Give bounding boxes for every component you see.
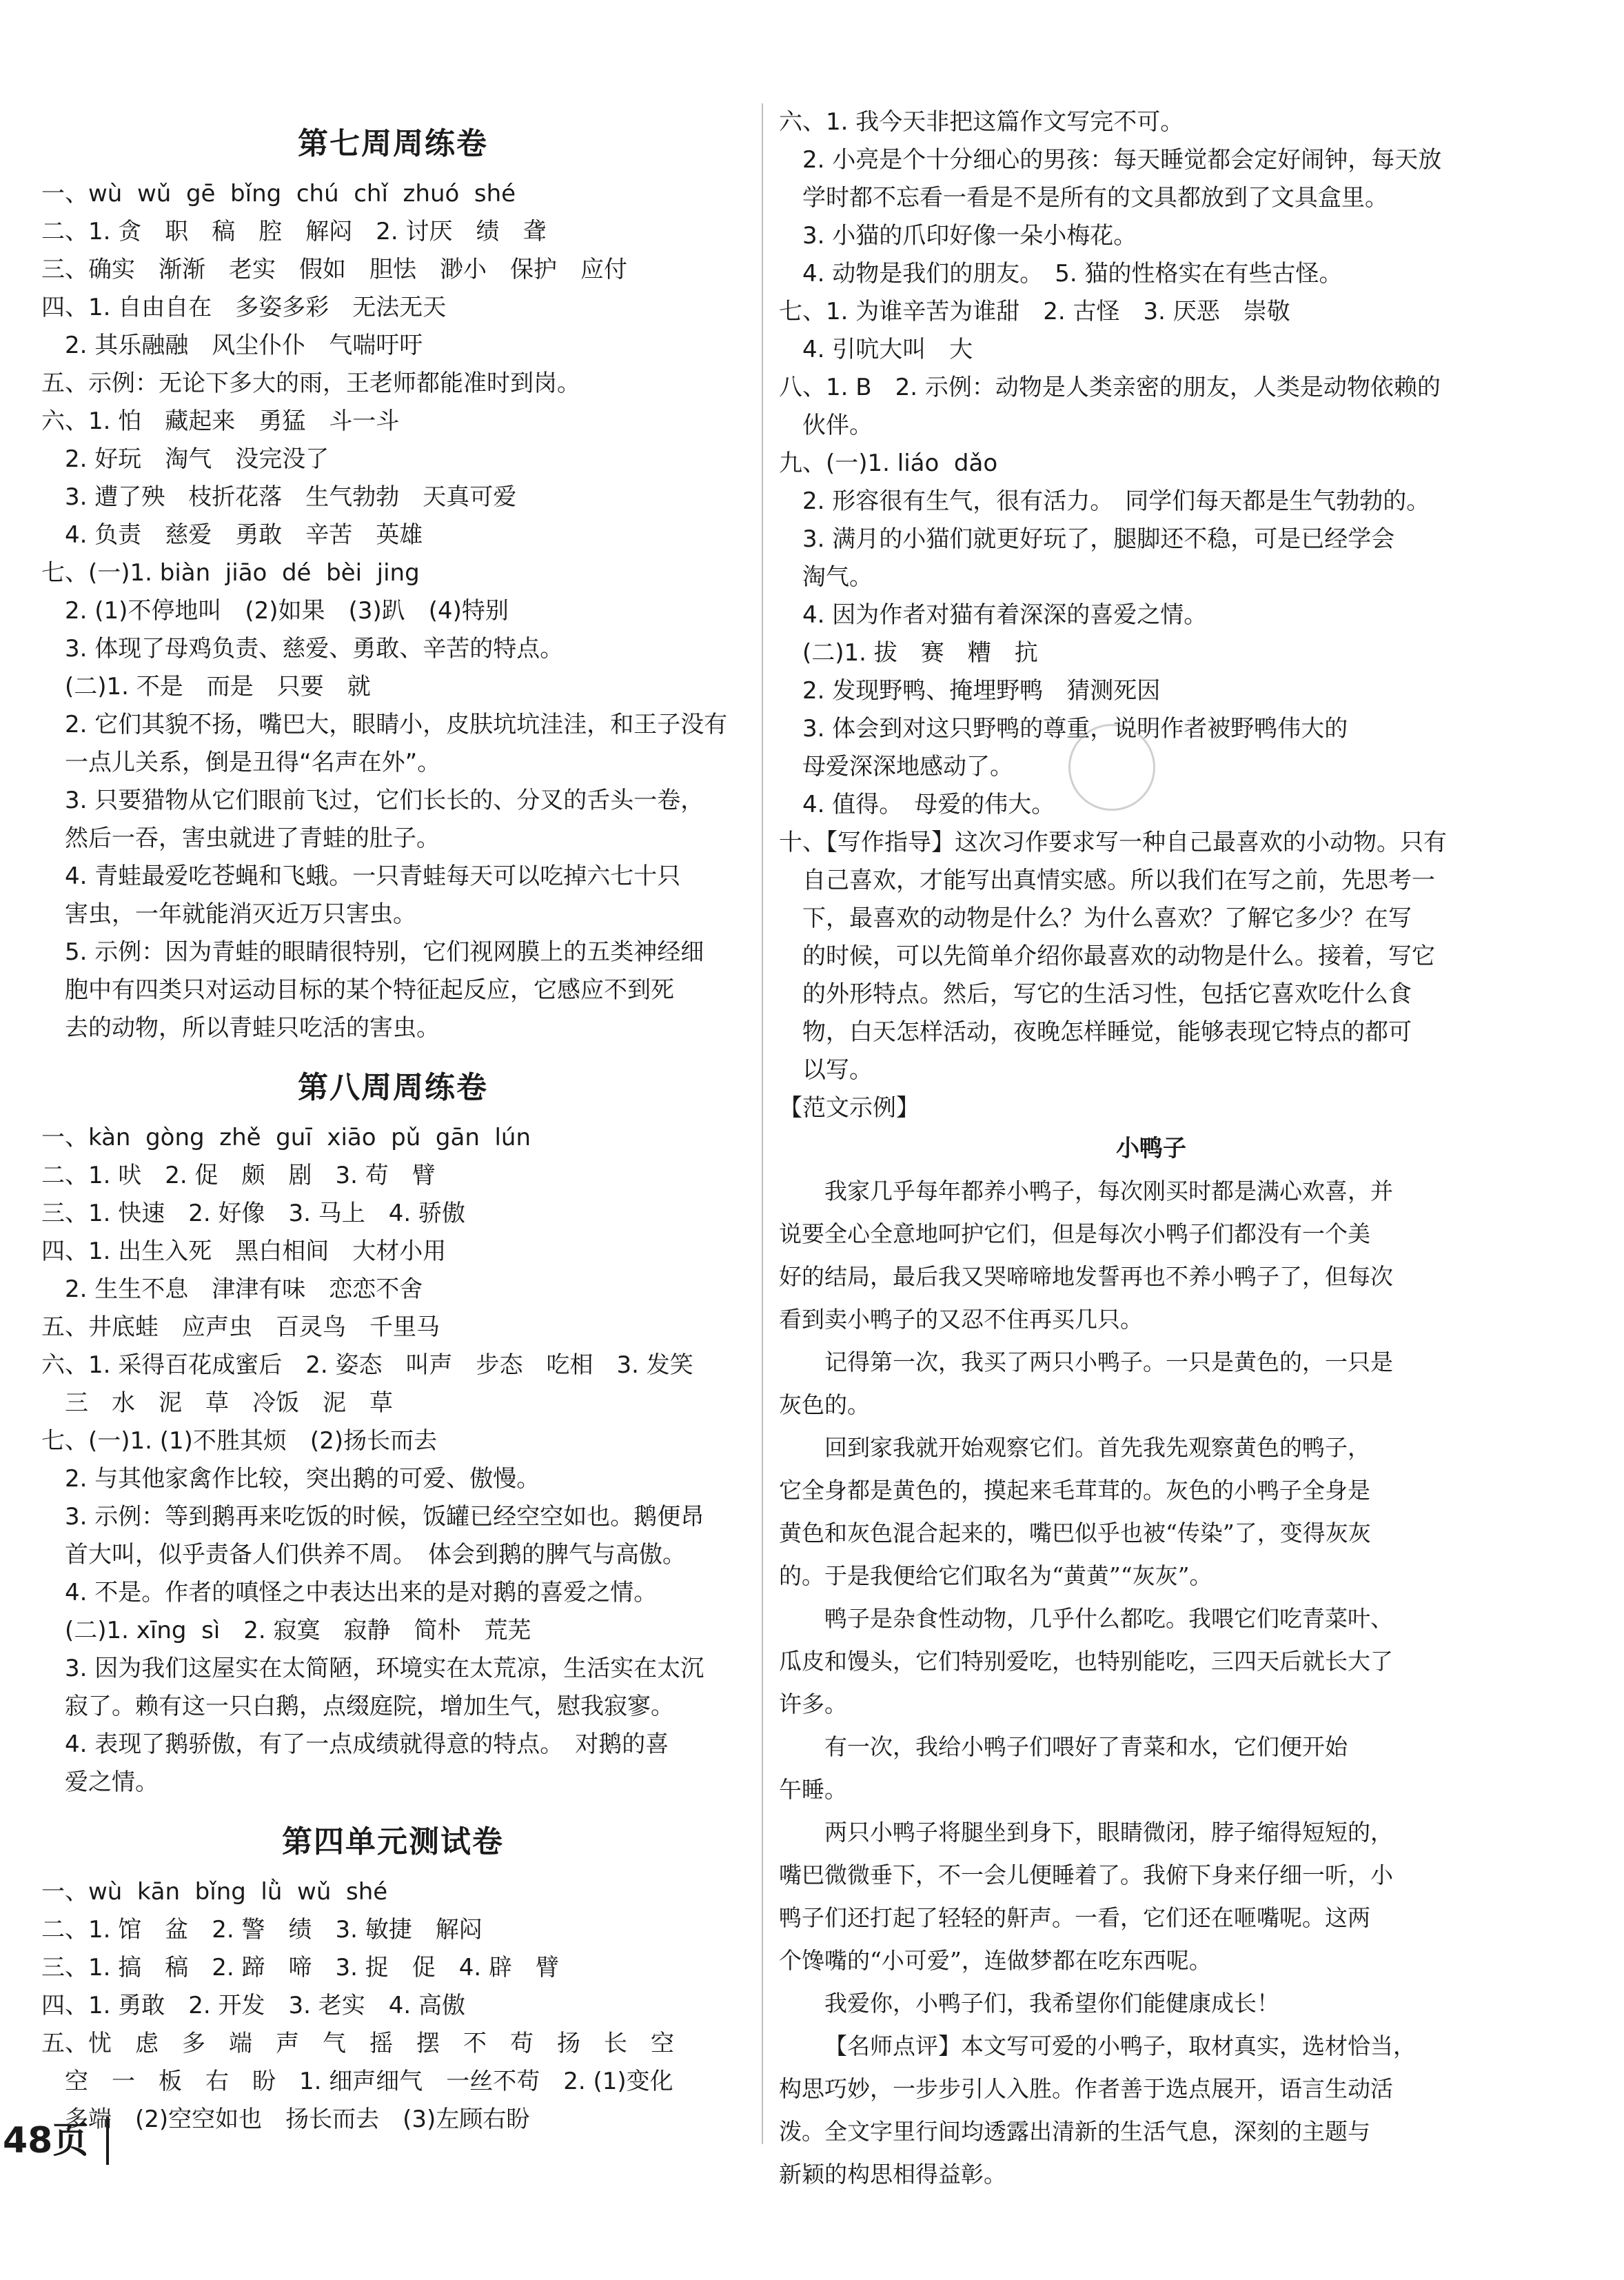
answer-line: 淘气。 [779, 563, 873, 591]
teacher-comment [779, 2025, 1523, 2196]
answer-line: 二、1. 贪 职 稿 腔 解闷 2. 讨厌 绩 聋 [41, 218, 547, 245]
answer-line: 3. 遭了殃 枝折花落 生气勃勃 天真可爱 [41, 483, 517, 511]
answer-line: 二、1. 馆 盆 2. 警 绩 3. 敏捷 解闷 [41, 1916, 483, 1944]
essay-line: 记得第一次，我买了两只小鸭子。一只是黄色的，一只是 [824, 1349, 1393, 1375]
answer-line: 四、1. 自由自在 多姿多彩 无法无天 [41, 294, 447, 321]
answer-line: 爱之情。 [41, 1768, 159, 1796]
answer-line: 2. 生生不息 津津有味 恋恋不舍 [41, 1275, 423, 1303]
page-number: 48页 [0, 2117, 109, 2165]
answer-line: 母爱深深地感动了。 [779, 753, 1013, 780]
answer-line: 2. 好玩 淘气 没完没了 [41, 445, 329, 473]
answer-line: 【范文示例】 [779, 1094, 920, 1122]
answer-line: 4. 因为作者对猫有着深深的喜爱之情。 [779, 601, 1208, 629]
answer-line: 的外形特点。然后，写它的生活习性，包括它喜欢吃什么食 [779, 980, 1412, 1008]
answer-line: 三 水 泥 草 冷饭 泥 草 [41, 1389, 393, 1417]
answer-line: (二)1. 不是 而是 只要 就 [41, 673, 371, 700]
answer-line: 3. 示例：等到鹅再来吃饭的时候，饭罐已经空空如也。鹅便昂 [41, 1503, 704, 1531]
essay-line: 的。于是我便给它们取名为“黄黄”“灰灰”。 [779, 1562, 1212, 1589]
answer-line: 伙伴。 [779, 412, 873, 439]
answer-line: 二、1. 吠 2. 促 颇 剧 3. 苟 臂 [41, 1162, 436, 1189]
answer-line: 七、(一)1. (1)不胜其烦 (2)扬长而去 [41, 1427, 438, 1455]
right-answers [779, 103, 1523, 1127]
essay-line: 鸭子是杂食性动物，几乎什么都吃。我喂它们吃青菜叶、 [824, 1605, 1393, 1632]
answer-line: 一、wù kān bǐng lǜ wǔ shé [41, 1878, 388, 1906]
answer-line: 五、示例：无论下多大的雨，王老师都能准时到岗。 [41, 370, 580, 397]
answer-line: 2. 发现野鸭、掩埋野鸭 猜测死因 [779, 677, 1161, 705]
answer-line: 寂了。赖有这一只白鹅，点缀庭院，增加生气，慰我寂寥。 [41, 1693, 674, 1720]
comment-line: 新颖的构思相得益彰。 [779, 2161, 1006, 2188]
essay-line: 嘴巴微微垂下，不一会儿便睡着了。我俯下身来仔细一听，小 [779, 1862, 1393, 1888]
answer-line: 七、(一)1. biàn jiāo dé bèi jing [41, 559, 420, 587]
essay-body [779, 1170, 1523, 2025]
answer-line: 多端 (2)空空如也 扬长而去 (3)左顾右盼 [41, 2106, 530, 2133]
answer-line: 三、1. 搞 稿 2. 蹄 啼 3. 捉 促 4. 辟 臂 [41, 1954, 559, 1981]
answer-line: 3. 满月的小猫们就更好玩了，腿脚还不稳，可是已经学会 [779, 525, 1395, 553]
comment-line: 【名师点评】本文写可爱的小鸭子，取材真实，选材恰当， [824, 2032, 1416, 2059]
answer-line: 一点儿关系，倒是丑得“名声在外”。 [41, 749, 441, 776]
comment-line: 构思巧妙，一步步引人入胜。作者善于选点展开，语言生动活 [779, 2075, 1393, 2102]
essay-line: 两只小鸭子将腿坐到身下，眼睛微闭，脖子缩得短短的， [824, 1819, 1393, 1846]
answer-line: 六、1. 采得百花成蜜后 2. 姿态 叫声 步态 吃相 3. 发笑 [41, 1351, 693, 1379]
answer-line: 2. 其乐融融 风尘仆仆 气喘吁吁 [41, 332, 423, 359]
answer-line: 3. 只要猎物从它们眼前飞过，它们长长的、分叉的舌头一卷， [41, 787, 704, 814]
section-title-unit4: 第四单元测试卷 [282, 1824, 504, 1859]
section-title-week7: 第七周周练卷 [298, 126, 488, 161]
answer-line: 六、1. 我今天非把这篇作文写完不可。 [779, 108, 1184, 136]
answer-line: 4. 负责 慈爱 勇敢 辛苦 英雄 [41, 521, 423, 549]
answer-line: 学时都不忘看一看是不是所有的文具都放到了文具盒里。 [779, 184, 1388, 212]
right-column [779, 103, 1523, 2196]
answer-line: 五、忧 虑 多 端 声 气 摇 摆 不 苟 扬 长 空 [41, 2030, 674, 2057]
essay-line: 它全身都是黄色的，摸起来毛茸茸的。灰色的小鸭子全身是 [779, 1477, 1370, 1504]
answer-line: 2. 与其他家禽作比较，突出鹅的可爱、傲慢。 [41, 1465, 540, 1493]
answer-line: 首大叫，似乎责备人们供养不周。 体会到鹅的脾气与高傲。 [41, 1541, 686, 1568]
essay-line: 瓜皮和馒头，它们特别爱吃，也特别能吃，三四天后就长大了 [779, 1648, 1393, 1675]
essay-line: 看到卖小鸭子的又忍不住再买几只。 [779, 1306, 1143, 1333]
unit4-answers [41, 1873, 744, 2139]
answer-line: 三、1. 快速 2. 好像 3. 马上 4. 骄傲 [41, 1200, 465, 1227]
answer-line: 以写。 [779, 1056, 873, 1084]
answer-line: 4. 值得。 母爱的伟大。 [779, 791, 1055, 818]
week7-answers [41, 175, 744, 1047]
answer-line: 4. 表现了鹅骄傲，有了一点成绩就得意的特点。 对鹅的喜 [41, 1731, 669, 1758]
answer-line: 3. 体会到对这只野鸭的尊重，说明作者被野鸭伟大的 [779, 715, 1348, 743]
left-column [41, 103, 744, 2139]
answer-line: 2. 形容很有生气，很有活力。 同学们每天都是生气勃勃的。 [779, 487, 1430, 515]
answer-line: 自己喜欢，才能写出真情实感。所以我们在写之前，先思考一 [779, 867, 1435, 894]
answer-line: 去的动物，所以青蛙只吃活的害虫。 [41, 1014, 440, 1042]
answer-line: 然后一吞，害虫就进了青蛙的肚子。 [41, 825, 440, 852]
essay-line: 黄色和灰色混合起来的，嘴巴似乎也被“传染”了，变得灰灰 [779, 1520, 1371, 1546]
answer-line: 七、1. 为谁辛苦为谁甜 2. 古怪 3. 厌恶 崇敬 [779, 298, 1290, 325]
answer-line: 5. 示例：因为青蛙的眼睛很特别，它们视网膜上的五类神经细 [41, 938, 704, 966]
answer-line: 4. 青蛙最爱吃苍蝇和飞蛾。一只青蛙每天可以吃掉六七十只 [41, 862, 681, 890]
essay-line: 好的结局，最后我又哭啼啼地发誓再也不养小鸭子了，但每次 [779, 1263, 1393, 1290]
essay-line: 回到家我就开始观察它们。首先我先观察黄色的鸭子， [824, 1434, 1370, 1461]
answer-line: 的时候，可以先简单介绍你最喜欢的动物是什么。接着，写它 [779, 942, 1435, 970]
answer-line: 四、1. 出生入死 黑白相间 大材小用 [41, 1238, 447, 1265]
answer-line: 害虫，一年就能消灭近万只害虫。 [41, 900, 416, 928]
answer-line: 九、(一)1. liáo dǎo [779, 450, 998, 477]
answer-line: (二)1. xīng sì 2. 寂寞 寂静 简朴 荒芜 [41, 1617, 531, 1644]
answer-line: 三、确实 渐渐 老实 假如 胆怯 渺小 保护 应付 [41, 256, 627, 283]
answer-line: 4. 不是。作者的嗔怪之中表达出来的是对鹅的喜爱之情。 [41, 1579, 658, 1606]
column-divider [762, 103, 763, 2144]
essay-line: 我爱你，小鸭子们，我希望你们能健康成长！ [824, 1990, 1279, 2017]
answer-line: 4. 引吭大叫 大 [779, 336, 973, 363]
answer-line: 六、1. 怕 藏起来 勇猛 斗一斗 [41, 407, 400, 435]
answer-line: 4. 动物是我们的朋友。 5. 猫的性格实在有些古怪。 [779, 260, 1343, 287]
answer-line: 3. 小猫的爪印好像一朵小梅花。 [779, 222, 1137, 250]
answer-line: 空 一 板 右 盼 1. 细声细气 一丝不苟 2. (1)变化 [41, 2068, 673, 2095]
answer-line: 一、wù wǔ gē bǐng chú chǐ zhuó shé [41, 180, 516, 208]
answer-line: 八、1. B 2. 示例：动物是人类亲密的朋友，人类是动物依赖的 [779, 374, 1441, 401]
essay-line: 鸭子们还打起了轻轻的鼾声。一看，它们还在咂嘴呢。这两 [779, 1904, 1370, 1931]
essay-line: 说要全心全意地呵护它们，但是每次小鸭子们都没有一个美 [779, 1220, 1370, 1247]
answer-line: 2. 它们其貌不扬，嘴巴大，眼睛小，皮肤坑坑洼洼，和王子没有 [41, 711, 728, 738]
answer-line: 2. (1)不停地叫 (2)如果 (3)趴 (4)特别 [41, 597, 509, 625]
essay-line: 个馋嘴的“小可爱”，连做梦都在吃东西呢。 [779, 1947, 1212, 1974]
answer-line: 胞中有四类只对运动目标的某个特征起反应，它感应不到死 [41, 976, 674, 1004]
essay-line: 午睡。 [779, 1776, 847, 1803]
essay-line: 我家几乎每年都养小鸭子，每次刚买时都是满心欢喜，并 [824, 1178, 1393, 1204]
answer-line: 物，白天怎样活动，夜晚怎样睡觉，能够表现它特点的都可 [779, 1018, 1412, 1046]
answer-line: 五、井底蛙 应声虫 百灵鸟 千里马 [41, 1313, 440, 1341]
essay-line: 许多。 [779, 1691, 847, 1717]
comment-line: 泼。全文字里行间均透露出清新的生活气息，深刻的主题与 [779, 2118, 1370, 2145]
answer-line: 2. 小亮是个十分细心的男孩：每天睡觉都会定好闹钟，每天放 [779, 146, 1442, 174]
essay-line: 有一次，我给小鸭子们喂好了青菜和水，它们便开始 [824, 1733, 1348, 1760]
answer-line: (二)1. 拔 赛 糟 抗 [779, 639, 1038, 667]
week8-answers [41, 1119, 744, 1802]
answer-line: 下，最喜欢的动物是什么？为什么喜欢？了解它多少？在写 [779, 905, 1412, 932]
answer-line: 一、kàn gòng zhě guī xiāo pǔ gān lún [41, 1124, 531, 1151]
section-title-week8: 第八周周练卷 [298, 1070, 488, 1105]
answer-line: 3. 体现了母鸡负责、慈爱、勇敢、辛苦的特点。 [41, 635, 564, 663]
answer-line: 十、【写作指导】这次习作要求写一种自己最喜欢的小动物。只有 [779, 829, 1447, 856]
essay-line: 灰色的。 [779, 1391, 870, 1418]
answer-line: 四、1. 勇敢 2. 开发 3. 老实 4. 高傲 [41, 1992, 465, 2019]
answer-line: 3. 因为我们这屋实在太简陋，环境实在太荒凉，生活实在太沉 [41, 1655, 704, 1682]
essay-title: 小鸭子 [1116, 1135, 1186, 1162]
